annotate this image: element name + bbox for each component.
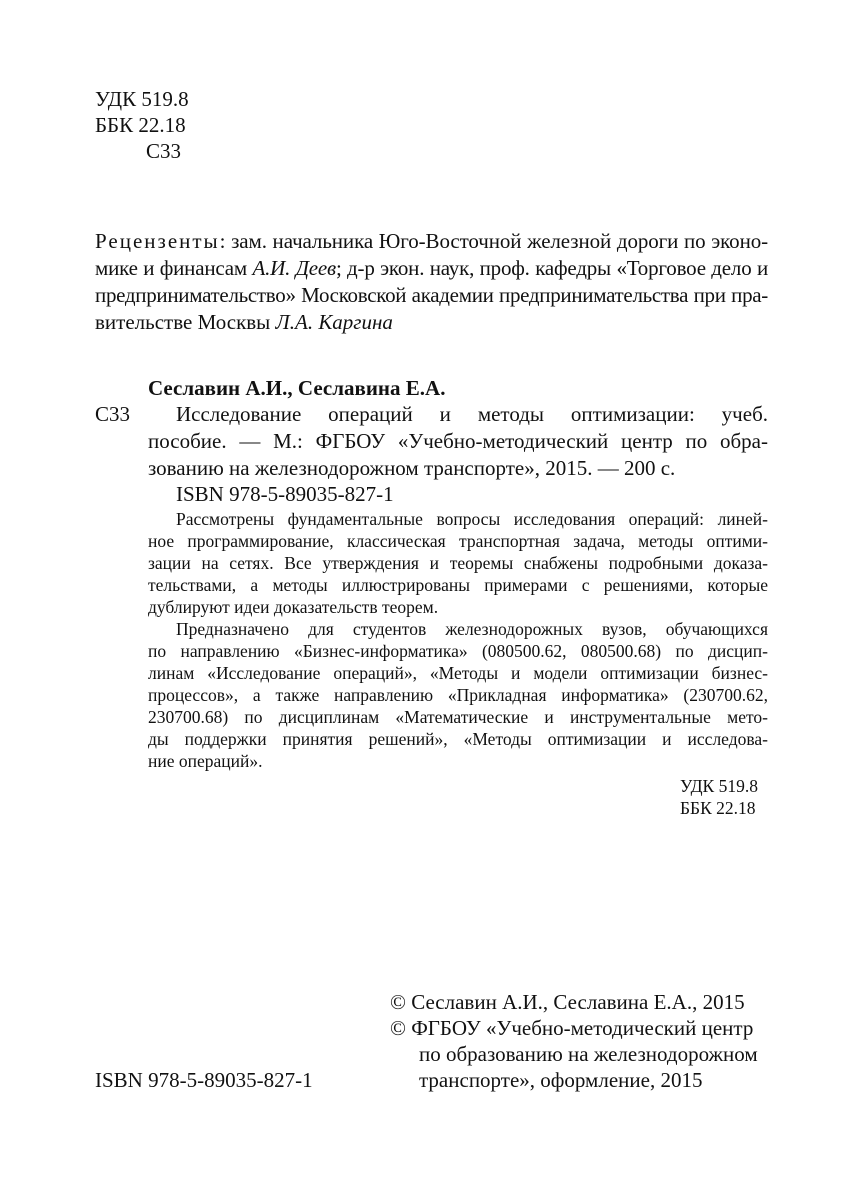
record-line: пособие. — М.: ФГБОУ «Учебно-методический центр по обра- <box>148 429 768 453</box>
footer-isbn: ISBN 978-5-89035-827-1 <box>95 1068 313 1092</box>
reviewer-name: А.И. Деев <box>252 256 336 280</box>
abstract-line: Рассмотрены фундаментальные вопросы исследования операций: линей- <box>176 509 768 529</box>
record-authors: Сеславин А.И., Сеславина Е.А. <box>148 376 446 400</box>
abstract-line: 230700.68) по дисциплинам «Математические и инструментальные мето- <box>148 707 768 727</box>
reviewers-text: : зам. начальника Юго-Восточной железной дороги по эконо- <box>219 229 768 253</box>
reviewers-text: мике и финансам <box>95 256 253 280</box>
abstract-line: процессов», а также направлению «Прикладная информатика» (230700.62, <box>148 685 768 705</box>
abstract-line: зации на сетях. Все утверждения и теоремы снабжены подробными доказа- <box>148 553 768 573</box>
copyright-publisher: по образованию на железнодорожном <box>419 1042 758 1066</box>
abstract-udk: УДК 519.8 <box>680 776 758 796</box>
reviewers-text: предпринимательство» Московской академии предпринимательства при пра- <box>95 283 768 307</box>
abstract-line: Предназначено для студентов железнодорожных вузов, обучающихся <box>176 619 768 639</box>
record-line: зованию на железнодорожном транспорте», 2015. — 200 с. <box>148 456 676 480</box>
copyright-publisher: © ФГБОУ «Учебно-методический центр <box>390 1016 754 1040</box>
abstract-line: линам «Исследование операций», «Методы и модели оптимизации бизнес- <box>148 663 768 683</box>
reviewers-text: ; д-р экон. наук, проф. кафедры «Торговое дело и <box>335 256 769 280</box>
copyright-publisher: транспорте», оформление, 2015 <box>419 1068 703 1092</box>
abstract-bbk: ББК 22.18 <box>680 798 756 818</box>
reviewers-label: Рецензенты <box>95 229 220 253</box>
abstract-line: ние операций». <box>148 751 263 771</box>
reviewers-text: вительстве Москвы <box>95 310 276 334</box>
record-line: Исследование операций и методы оптимизации: учеб. <box>176 402 768 426</box>
copyright-authors: © Сеславин А.И., Сеславина Е.А., 2015 <box>390 990 745 1014</box>
abstract-line: ное программирование, классическая транспортная задача, методы оптими- <box>148 531 768 551</box>
record-mark: С33 <box>95 402 131 426</box>
record-isbn: ISBN 978-5-89035-827-1 <box>176 482 394 506</box>
abstract-line: по направлению «Бизнес-информатика» (080500.62, 080500.68) по дисцип- <box>148 641 768 661</box>
reviewer-name: Л.А. Каргина <box>275 310 393 334</box>
bbk-code: ББК 22.18 <box>95 113 186 137</box>
abstract-line: тельствами, а методы иллюстрированы примерами с решениями, которые <box>148 575 768 595</box>
abstract-line: дублируют идеи доказательств теорем. <box>148 597 439 617</box>
author-mark: С33 <box>146 139 182 163</box>
abstract-line: ды поддержки принятия решений», «Методы оптимизации и исследова- <box>148 729 768 749</box>
udk-code: УДК 519.8 <box>95 87 189 111</box>
